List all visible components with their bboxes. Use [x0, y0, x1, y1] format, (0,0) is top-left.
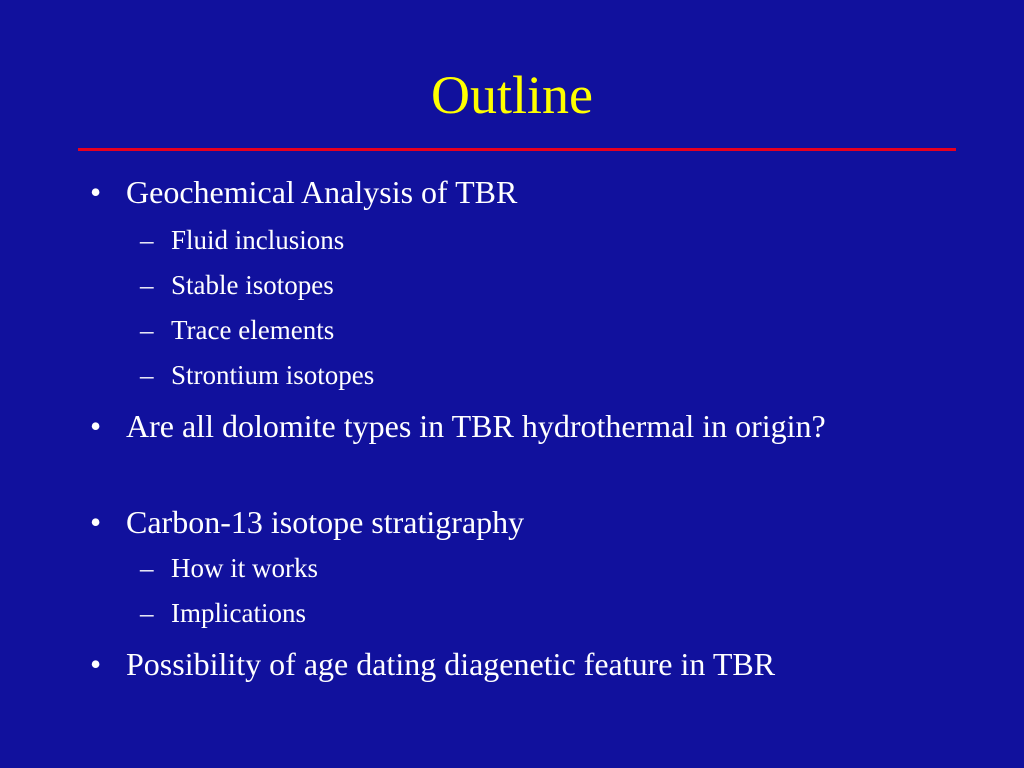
bullet-text: Possibility of age dating diagenetic feature in TBR [126, 646, 776, 682]
subbullet-text: Implications [171, 598, 306, 628]
bullet-text: Carbon-13 isotope stratigraphy [126, 504, 525, 540]
bullet-item-2 [90, 407, 916, 445]
bullet-marker: • [90, 174, 102, 210]
subbullet-marker: – [140, 270, 154, 300]
bullet-item-3 [90, 503, 916, 541]
bullet-text: Geochemical Analysis of TBR [126, 174, 518, 210]
subbullet-text: Trace elements [171, 315, 335, 345]
bullet-marker: • [90, 646, 102, 682]
subbullet-marker: – [140, 225, 154, 255]
bullet-item-1 [90, 173, 916, 211]
bullet-marker: • [90, 408, 102, 444]
subbullet-item [140, 552, 911, 584]
subbullet-item [140, 597, 911, 629]
slide-title: Outline [431, 65, 593, 125]
bullet-text: Are all dolomite types in TBR hydrothermal in origin? [126, 408, 826, 444]
subbullet-item [140, 224, 911, 256]
subbullet-text: Fluid inclusions [171, 225, 345, 255]
bullet-marker: • [90, 504, 102, 540]
bullet-item-4 [90, 645, 916, 683]
subbullet-marker: – [140, 360, 154, 390]
subbullet-marker: – [140, 553, 154, 583]
subbullet-text: Strontium isotopes [171, 360, 375, 390]
subbullet-marker: – [140, 598, 154, 628]
subbullet-item [140, 359, 911, 391]
subbullet-item [140, 314, 911, 346]
subbullet-text: How it works [171, 553, 318, 583]
subbullet-item [140, 269, 911, 301]
subbullet-text: Stable isotopes [171, 270, 334, 300]
subbullet-marker: – [140, 315, 154, 345]
